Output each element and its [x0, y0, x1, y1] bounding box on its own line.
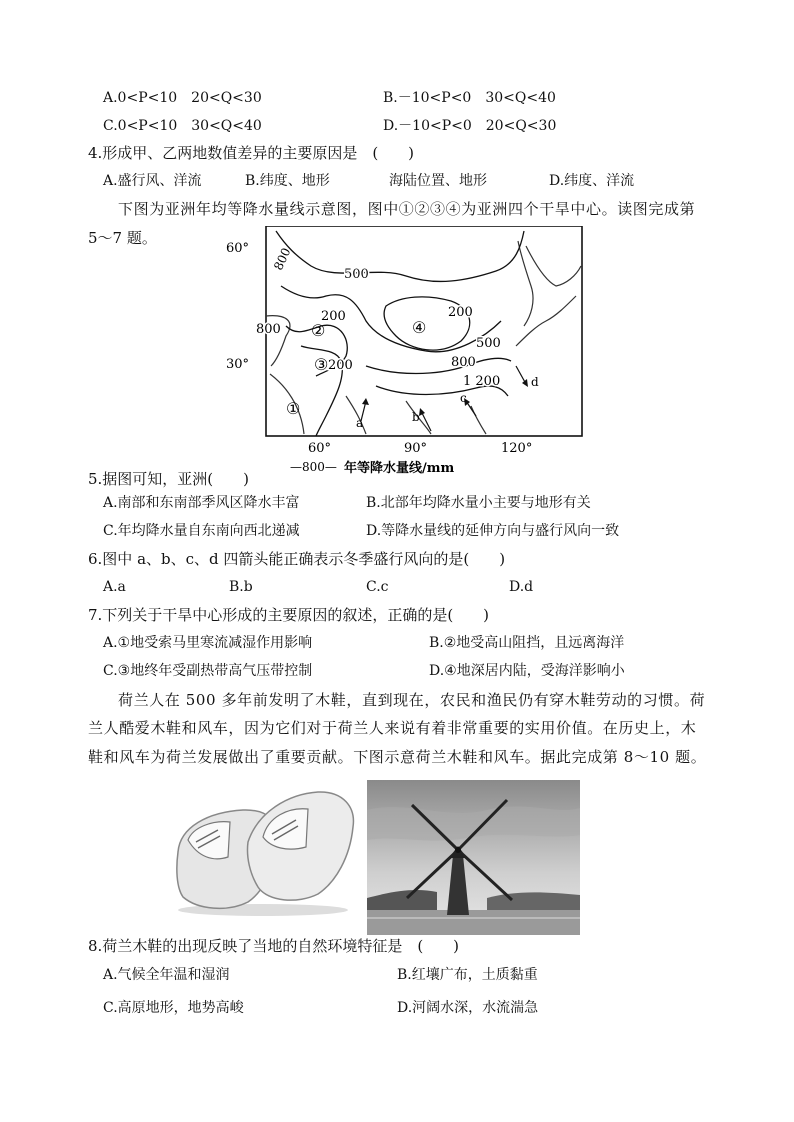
q8-stem: 8.荷兰木鞋的出现反映了当地的自然环境特征是 ( ) — [88, 937, 460, 955]
q5-option-c: C.年均降水量自东南向西北递减 — [103, 523, 300, 539]
drought-center-1: ① — [286, 399, 301, 418]
legend-text: 年等降水量线/mm — [344, 461, 455, 476]
contour-label: 800 — [451, 355, 476, 370]
q3-option-b: B.－10<P<0 30<Q<40 — [383, 90, 556, 106]
drought-center-2: ② — [311, 321, 326, 340]
q7-stem: 7.下列关于干旱中心形成的主要原因的叙述，正确的是( ) — [88, 606, 490, 624]
q5-option-a: A.南部和东南部季风区降水丰富 — [103, 495, 300, 511]
legend-line: —800— — [290, 460, 337, 474]
arrow-label-d: d — [531, 375, 539, 389]
q8-option-c: C.高原地形，地势高峻 — [103, 1000, 244, 1016]
q5-option-d: D.等降水量线的延伸方向与盛行风向一致 — [366, 523, 620, 539]
q7-option-c: C.③地终年受副热带高气压带控制 — [103, 663, 313, 679]
q6-option-c: C.c — [366, 579, 389, 595]
q6-option-a: A.a — [103, 579, 126, 595]
lon-label-90: 90° — [404, 441, 428, 456]
q4-option-a: A.盛行风、洋流 — [103, 173, 202, 189]
q6-stem: 6.图中 a、b、c、d 四箭头能正确表示冬季盛行风向的是( ) — [88, 550, 506, 568]
lat-label-30: 30° — [226, 357, 250, 372]
arrow-label-b: b — [412, 410, 420, 424]
q4-stem: 4.形成甲、乙两地数值差异的主要原因是 ( ) — [88, 144, 415, 162]
q4-option-c: 海陆位置、地形 — [389, 173, 487, 189]
intro-8-10-line3: 鞋和风车为荷兰发展做出了重要贡献。下图示意荷兰木鞋和风车。据此完成第 8～10 题。 — [88, 748, 707, 766]
q3-option-d: D.－10<P<0 20<Q<30 — [383, 118, 557, 134]
contour-label: 1 200 — [463, 374, 501, 389]
intro-5-7-line2: 5～7 题。 — [88, 229, 157, 247]
q8-option-b: B.红壤广布，土质黏重 — [397, 967, 538, 983]
wooden-clogs-image — [168, 782, 358, 917]
q8-option-a: A.气候全年温和湿润 — [103, 967, 230, 983]
q7-option-d: D.④地深居内陆，受海洋影响小 — [429, 663, 625, 679]
contour-label: 800 — [271, 245, 294, 273]
windmill-image — [367, 780, 580, 935]
q3-option-a: A.0<P<10 20<Q<30 — [103, 90, 262, 106]
asia-precipitation-map — [226, 226, 586, 476]
q6-option-d: D.d — [509, 579, 534, 595]
lon-label-120: 120° — [501, 441, 533, 456]
q4-option-b: B.纬度、地形 — [245, 173, 330, 189]
q8-option-d: D.河阔水深，水流湍急 — [397, 1000, 539, 1016]
drought-center-4: ④ — [412, 318, 427, 337]
contour-label: 500 — [344, 267, 369, 282]
contour-label: 500 — [476, 336, 501, 351]
intro-8-10-line1: 荷兰人在 500 多年前发明了木鞋，直到现在，农民和渔民仍有穿木鞋劳动的习惯。荷 — [118, 691, 706, 709]
intro-5-7-line1: 下图为亚洲年均等降水量线示意图，图中①②③④为亚洲四个干旱中心。读图完成第 — [118, 200, 696, 218]
drought-center-3: ③ — [314, 355, 329, 374]
contour-label: 200 — [328, 358, 353, 373]
lat-label-60: 60° — [226, 241, 250, 256]
q3-option-c: C.0<P<10 30<Q<40 — [103, 118, 262, 134]
arrow-label-c: c — [460, 391, 467, 405]
lon-label-60: 60° — [308, 441, 332, 456]
q7-option-a: A.①地受索马里寒流减湿作用影响 — [103, 635, 313, 651]
intro-8-10-line2: 兰人酷爱木鞋和风车，因为它们对于荷兰人来说有着非常重要的实用价值。在历史上，木 — [88, 719, 697, 737]
contour-label: 200 — [321, 309, 346, 324]
q4-option-d: D.纬度、洋流 — [549, 173, 635, 189]
arrow-label-a: a — [356, 416, 364, 430]
q5-option-b: B.北部年均降水量小主要与地形有关 — [366, 495, 591, 511]
q7-option-b: B.②地受高山阻挡，且远离海洋 — [429, 635, 625, 651]
q5-stem: 5.据图可知，亚洲( ) — [88, 470, 250, 488]
q6-option-b: B.b — [229, 579, 253, 595]
contour-label: 200 — [448, 305, 473, 320]
contour-label: 800 — [256, 322, 281, 337]
